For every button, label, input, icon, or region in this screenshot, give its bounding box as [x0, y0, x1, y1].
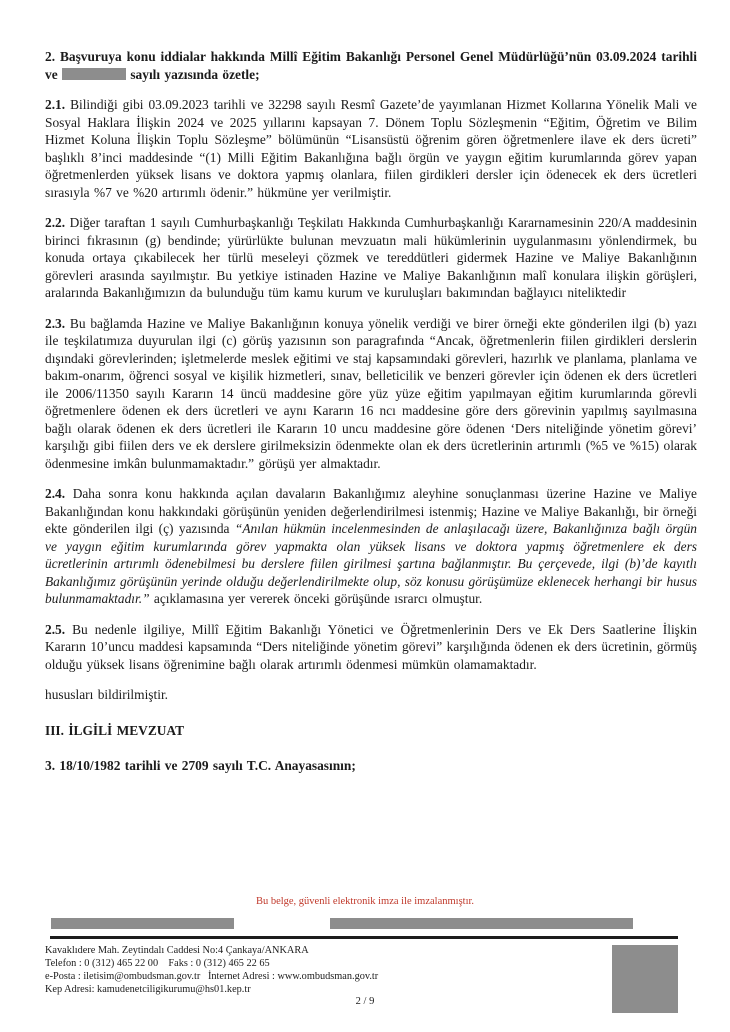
redacted-text — [62, 68, 126, 80]
text-run: 2.5. — [45, 621, 73, 637]
para-2-2 — [45, 214, 697, 302]
text-run: 2.3. — [45, 315, 70, 331]
footer-kep-line: Kep Adresi: kamudenetciligikurumu@hs01.kep.tr — [45, 984, 251, 995]
para-2-3 — [45, 315, 697, 473]
text-run: 3. 18/10/1982 tarihli ve 2709 sayılı T.C. Anayasasının; — [45, 758, 356, 773]
text-run: sayılı yazısında özetle; — [126, 66, 260, 82]
text-run: açıklamasına yer vererek önceki görüşünde ısrarcı olmuştur. — [149, 591, 483, 606]
text-run: hususları bildirilmiştir. — [45, 687, 169, 702]
para-closing-note — [45, 686, 697, 704]
footer-email-web-line: e-Posta : iletisim@ombudsman.gov.tr İnternet Adresi : www.ombudsman.gov.tr — [45, 971, 379, 982]
para-2-1 — [45, 96, 697, 201]
text-run: Bu bağlamda Hazine ve Maliye Bakanlığının konuya yönelik verdiği ve birer örneği ekte gönderilen ilgi (b) yazı ile teşkilatımıza duyurulan ilgi (c) görüş yazısının son paragrafında “Ancak, öğretmenlerin fiilen girdikleri derslerin dışındaki görevlerinden; işletmelerde meslek eğitimi ve staj kapsamındaki görevleri, hazırlık ve planlama, planlama ve bakım-onarım, öğrenci sosyal ve kişilik hizmetleri, sınav, belleticilik ve benzeri görevler için ödenen ek ders ücretleri ile 2006/11350 sayılı Kararın 14 üncü maddesine göre yüz yüze eğitim yapılmayan eğitim kurumlarında görevli öğretmenlere ödenen ek ders ücretleri ve aynı Kararın 16 ncı maddesine göre ders görevinin yapılmış sayılmasına bağlı olarak ödenen ek ders ücretleri ile Kararın 10 uncu maddesine göre ödenen ‘Ders niteliğinde yönetim görevi’ karşılığı gibi fiilen ders ve ek derslere girilmeksizin ödenmekte olan ek ders ücretlerinin artırımlı (%5 ve %15) olarak ödenmesine imkân bulunmamaktadır.” görüşü yer almaktadır. — [45, 315, 697, 471]
footer-address-line: Kavaklıdere Mah. Zeytindalı Caddesi No:4 Çankaya/ANKARA — [45, 945, 309, 956]
e-signature-notice: Bu belge, güvenli elektronik imza ile imzalanmıştır. — [255, 896, 475, 907]
heading-constitution — [45, 757, 697, 775]
heading-allegations — [45, 48, 697, 83]
text-run: 2.2. — [45, 215, 70, 230]
text-run: 2. Başvuruya konu iddialar hakkında Millî Eğitim Bakanlığı Personel Genel Müdürlüğü’nün 03.09.2024 tarihli ve — [45, 49, 697, 82]
footer-contact-block — [45, 944, 605, 996]
redacted-bar-right — [330, 918, 633, 929]
text-run: Daha sonra konu hakkında açılan davaların Bakanlığımız aleyhine sonuçlanması üzerine Hazine ve Maliye Bakanlığından konu hakkındaki görüşünün yeniden değerlendirilmesi istenmiş; Hazine ve Maliye Bakanlığı, bir örneği ekte gönderilen ilgi (ç) yazısında — [45, 486, 697, 536]
para-2-5 — [45, 621, 697, 674]
text-run: III. İLGİLİ MEVZUAT — [45, 722, 185, 738]
text-run: 2.4. — [45, 486, 73, 501]
text-run: “Anılan hükmün incelenmesinden de anlaşılacağı üzere, Bakanlığınıza bağlı örgün ve yaygın eğitim kurumlarında görev yapmakta olan yüksek lisans ve doktora yapmış öğretmenlere ek ders ücretlerinin artırımlı ödenebilmesi bu derslere fiilen girilmesi şartına bağlanmıştır. Bu çerçevede, ilgi (b)’de kayıtlı Bakanlığımız görüşünün yerinde olduğu değerlendirilmekte olup, söz konusu görüşümüze eklenecek herhangi bir husus bulunmamaktadır.” — [45, 521, 697, 606]
footer-divider — [50, 936, 678, 939]
heading-relevant-legislation — [45, 722, 697, 740]
page-number: 2 / 9 — [355, 996, 375, 1007]
redacted-bar-left — [51, 918, 234, 929]
document-body — [45, 48, 697, 788]
text-run: 2.1. — [45, 97, 71, 112]
text-run: Bu nedenle ilgiliye, Millî Eğitim Bakanlığı Yönetici ve Öğretmenlerinin Ders ve Ek Ders Saatlerine İlişkin Kararın 10’uncu maddesi kapsamında “Ders niteliğinde yönetim görevi” karşılığında ödenen ek ders ücretinin, görmüş olduğu yüksek lisans öğrenimine bağlı olarak artırımlı ödenmesi mümkün olamamaktadır. — [45, 621, 697, 672]
redacted-stamp-box — [612, 945, 678, 1013]
para-2-4 — [45, 485, 697, 608]
text-run: Diğer taraftan 1 sayılı Cumhurbaşkanlığı Teşkilatı Hakkında Cumhurbaşkanlığı Kararnamesinin 220/A maddesinin birinci fıkrasının (g) bendinde; yürürlükte bulunan mevzuatın mali hükümlerinin uygulanmasını yönlendirmek, bu konuda ortaya çıkabilecek her türlü meseleyi çözmek ve tereddütleri gidermek Hazine ve Maliye Bakanlığının görevleri arasında sayılmıştır. Bu yetkiye istinaden Hazine ve Maliye Bakanlığının malî konulara ilişkin görüşleri, aralarında Bakanlığımızın da bulunduğu tüm kamu kurum ve kuruluşları bakımından bağlayıcı niteliktedir — [45, 215, 697, 300]
text-run: Bilindiği gibi 03.09.2023 tarihli ve 32298 sayılı Resmî Gazete’de yayımlanan Hizmet Kollarına Yönelik Mali ve Sosyal Haklara İlişkin 2024 ve 2025 yıllarını kapsayan 7. Dönem Toplu Sözleşmenin “Eğitim, Öğretim ve Bilim Hizmet Koluna İlişkin Toplu Sözleşme” bölümünün “Lisansüstü öğrenim gören öğretmenlere ilave ek ders ücreti” başlıklı 8’inci maddesinde “(1) Milli Eğitim Bakanlığına bağlı örgün ve yaygın eğitim kurumlarında görev yapan öğretmenlerden yüksek lisans ve doktora yapmış olanlara, fiilen girdikleri dersler için ödenecek ek ders ücretleri sırasıyla %7 ve %20 artırımlı ödenir.” hükmüne yer verilmiştir. — [45, 97, 697, 200]
footer-phone-fax-line: Telefon : 0 (312) 465 22 00 Faks : 0 (312) 465 22 65 — [45, 958, 270, 969]
